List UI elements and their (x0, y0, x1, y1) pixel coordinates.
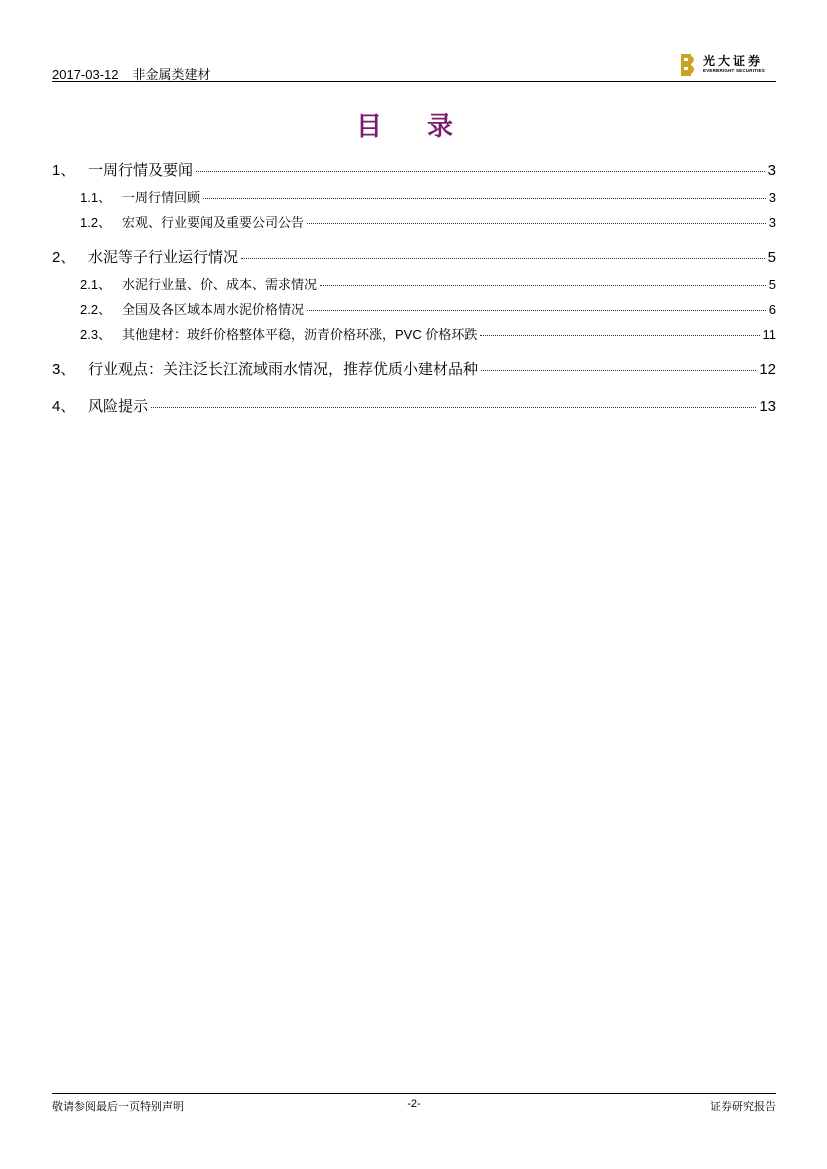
toc-entry-title: 一周行情回顾 (122, 190, 201, 205)
toc-entry-number: 2.3、 (80, 327, 112, 342)
toc-entry[interactable] (52, 159, 776, 180)
logo-en-text: EVERBRIGHT SECURITIES (703, 68, 765, 73)
page-number: -2- (407, 1098, 421, 1110)
toc-leader (481, 370, 756, 371)
toc-leader (480, 335, 759, 336)
disclaimer-note: 敬请参阅最后一页特别声明 (52, 1101, 184, 1113)
toc-leader (151, 407, 756, 408)
toc-entry-page: 6 (768, 302, 776, 317)
toc-entry[interactable] (52, 395, 776, 416)
toc-entry-page: 11 (762, 327, 776, 342)
toc-entry-title: 宏观、行业要闻及重要公司公告 (122, 215, 305, 230)
toc-entry[interactable] (80, 324, 776, 343)
toc-leader (241, 258, 765, 259)
toc-entry-page: 3 (767, 162, 776, 179)
company-logo (681, 52, 776, 78)
report-date: 2017-03-12 (52, 67, 119, 82)
toc-entry-number: 2、 (52, 249, 76, 266)
logo-mark-icon (681, 54, 697, 76)
toc-entry-number: 4、 (52, 398, 76, 415)
toc-entry[interactable] (80, 187, 776, 206)
toc-entry-number: 3、 (52, 361, 76, 378)
toc-entry-page: 5 (767, 249, 776, 266)
toc-entry[interactable] (80, 299, 776, 318)
toc-entry[interactable] (52, 246, 776, 267)
toc-entry-title: 风险提示 (88, 398, 149, 415)
toc-leader (196, 171, 765, 172)
toc-entry[interactable] (80, 274, 776, 293)
toc-entry-page: 3 (768, 190, 776, 205)
report-category: 非金属类建材 (132, 67, 211, 82)
toc-entry-page: 5 (768, 277, 776, 292)
toc-entry-number: 1.2、 (80, 215, 112, 230)
toc-entry-title: 行业观点：关注泛长江流域雨水情况，推荐优质小建材品种 (88, 361, 479, 378)
toc-leader (203, 198, 766, 199)
toc-entry-number: 2.2、 (80, 302, 112, 317)
toc-entry-page: 3 (768, 215, 776, 230)
toc-title: 目 录 (355, 112, 472, 142)
toc-entry-title: 全国及各区域本周水泥价格情况 (122, 302, 305, 317)
toc-entry[interactable] (52, 358, 776, 379)
header-divider (52, 81, 776, 82)
toc-leader (307, 310, 766, 311)
logo-cn-text: 光大证券 (703, 54, 764, 68)
toc-entry-page: 12 (759, 361, 776, 378)
toc-entry-number: 1、 (52, 162, 76, 179)
toc-entry-number: 2.1、 (80, 277, 112, 292)
toc-entry-number: 1.1、 (80, 190, 112, 205)
report-type: 证券研究报告 (710, 1101, 776, 1113)
toc-leader (320, 285, 766, 286)
toc-entry[interactable] (80, 212, 776, 231)
footer-divider (52, 1093, 776, 1094)
toc-leader (307, 223, 766, 224)
toc-entry-page: 13 (759, 398, 776, 415)
toc-entry-title: 一周行情及要闻 (88, 162, 194, 179)
toc-entry-title: 水泥等子行业运行情况 (88, 249, 239, 266)
toc-entry-title: 水泥行业量、价、成本、需求情况 (122, 277, 318, 292)
toc-entry-title: 其他建材：玻纤价格整体平稳，沥青价格环涨，PVC 价格环跌 (122, 327, 478, 342)
page-header (52, 52, 776, 80)
